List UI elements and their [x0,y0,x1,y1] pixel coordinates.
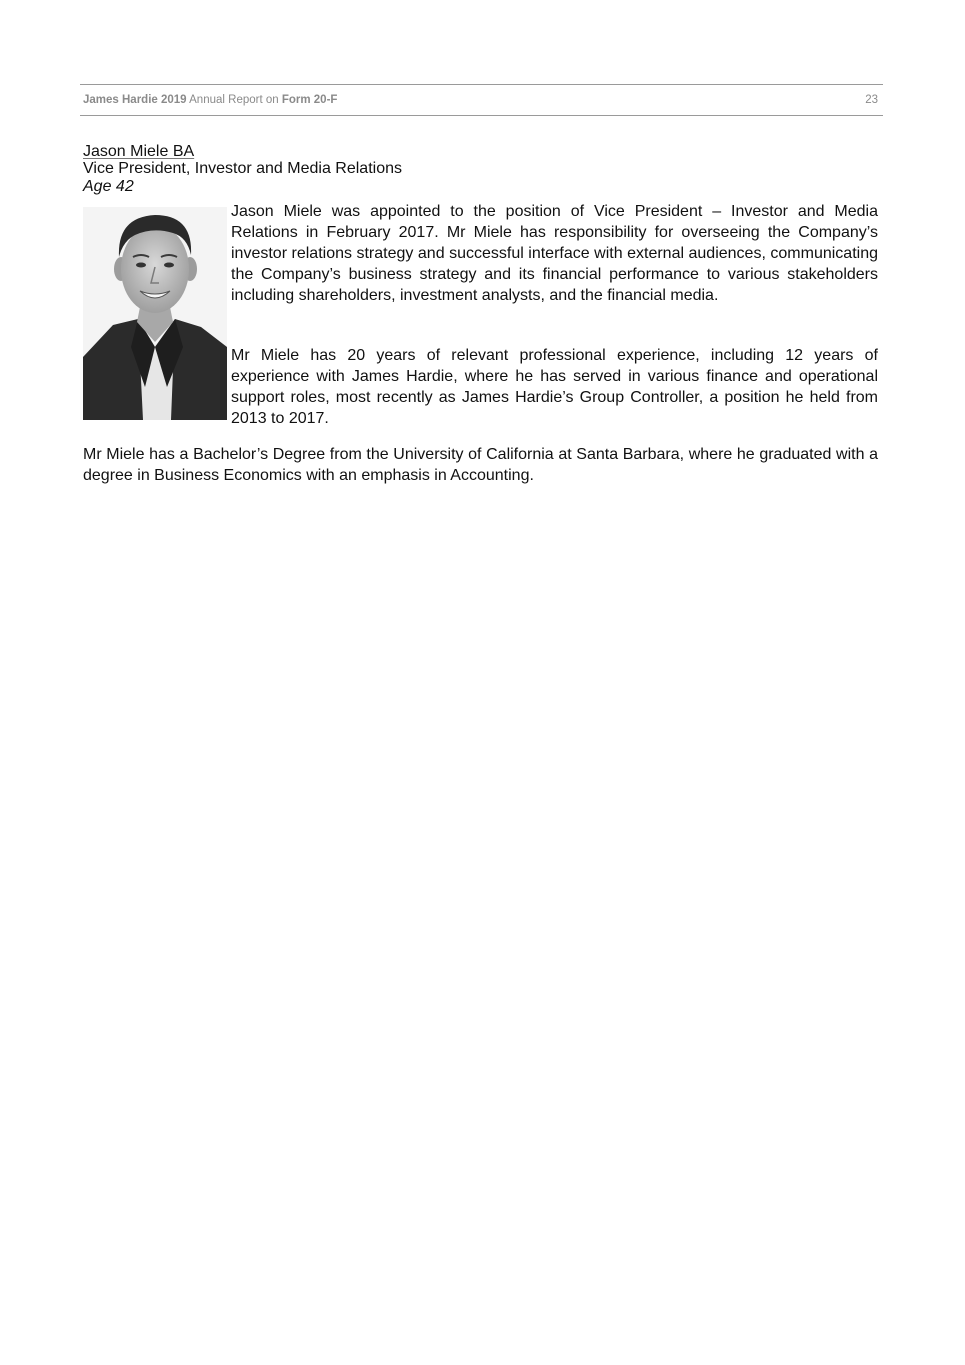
bio-paragraph-2: Mr Miele has 20 years of relevant professional experience, including 12 years of experience with James Hardie, where he has served in various finance and operational support roles, most recently as James Hardie’s Group Controller, a position he held from 2013 to 2017. [231,347,878,427]
page-number: 23 [865,94,878,106]
header-form: Form 20-F [281,94,338,106]
header-company: James Hardie 2019 [83,94,187,106]
header-report: Annual Report on [186,94,282,106]
bio-paragraph-3: Mr Miele has a Bachelor’s Degree from the University of California at Santa Barbara, where he graduated with a degree in Business Economics with an emphasis in Accounting. [83,446,878,484]
bio-paragraph-1: Jason Miele was appointed to the position of Vice President – Investor and Media Relations in February 2017. Mr Miele has responsibility for overseeing the Company’s investor relations strategy and successful interface with external audiences, communicating the Company’s business strategy and its financial performance to various stakeholders including shareholders, investment analysts, and the financial media. [231,203,878,304]
person-title: Vice President, Investor and Media Relations [83,160,402,177]
portrait-photo [83,207,227,420]
header-title [83,94,337,106]
person-age: Age 42 [83,178,134,195]
page-header [80,84,883,116]
person-name: Jason Miele BA [83,143,195,160]
